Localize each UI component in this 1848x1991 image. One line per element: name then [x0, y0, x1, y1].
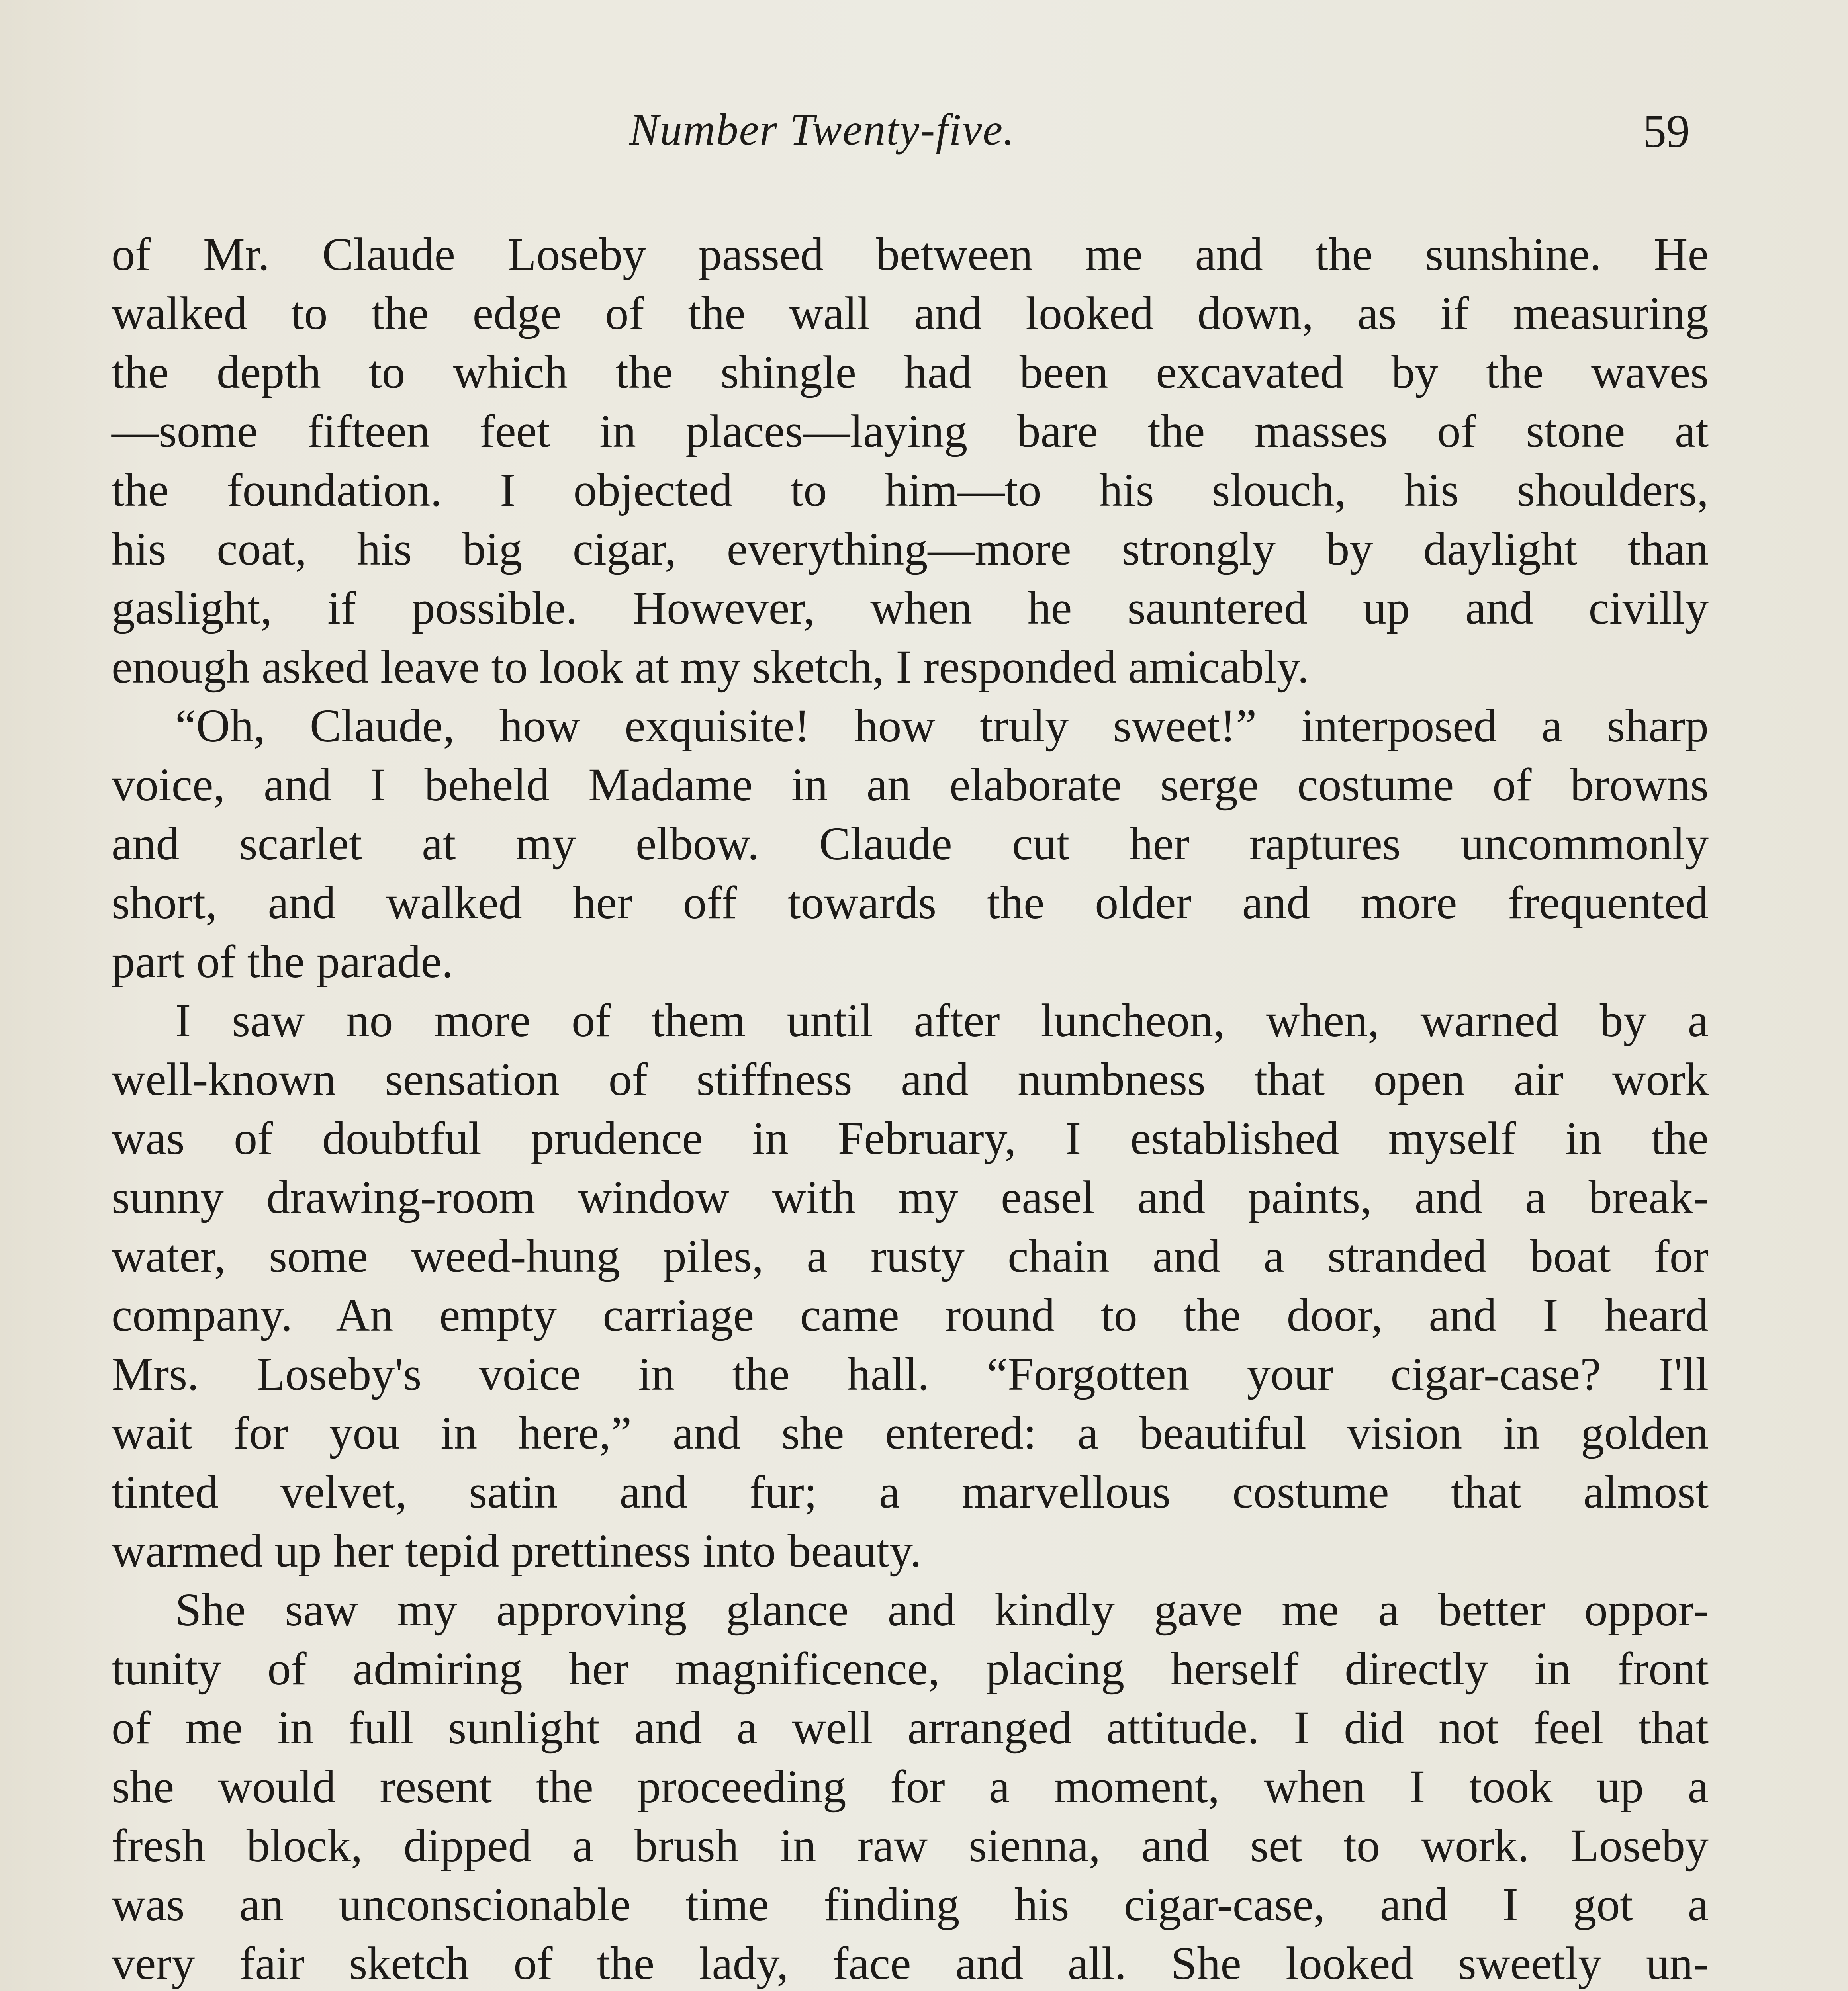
text-line: Mrs. Loseby's voice in the hall. “Forgotten your cigar-case? I'll	[112, 1348, 1709, 1400]
text-line: water, some weed-hung piles, a rusty chain and a stranded boat for	[112, 1230, 1709, 1282]
text-line: walked to the edge of the wall and looked down, as if measuring	[112, 287, 1709, 339]
text-line: enough asked leave to look at my sketch, I responded amicably.	[112, 641, 1309, 693]
text-line: I saw no more of them until after luncheon, when, warned by a	[175, 994, 1709, 1046]
text-line: very fair sketch of the lady, face and all. She looked sweetly un-	[112, 1937, 1709, 1989]
text-line: “Oh, Claude, how exquisite! how truly sweet!” interposed a sharp	[175, 700, 1709, 752]
text-line: and scarlet at my elbow. Claude cut her raptures uncommonly	[112, 818, 1709, 870]
text-line: his coat, his big cigar, everything—more strongly by daylight than	[112, 523, 1709, 575]
running-head-title: Number Twenty-five.	[629, 105, 1016, 155]
text-line: tunity of admiring her magnificence, placing herself directly in front	[112, 1643, 1709, 1695]
body-text	[112, 225, 1709, 1991]
text-line: was of doubtful prudence in February, I established myself in the	[112, 1112, 1709, 1164]
text-line: the depth to which the shingle had been excavated by the waves	[112, 346, 1709, 398]
text-line: voice, and I beheld Madame in an elaborate serge costume of browns	[112, 759, 1709, 811]
text-line: of me in full sunlight and a well arranged attitude. I did not feel that	[112, 1702, 1709, 1754]
text-line: fresh block, dipped a brush in raw sienna, and set to work. Loseby	[112, 1819, 1709, 1872]
text-line: was an unconscionable time finding his cigar-case, and I got a	[112, 1878, 1709, 1930]
text-line: part of the parade.	[112, 935, 454, 988]
page-number: 59	[1643, 105, 1690, 157]
text-line: She saw my approving glance and kindly gave me a better oppor-	[175, 1584, 1709, 1636]
text-line: the foundation. I objected to him—to his slouch, his shoulders,	[112, 464, 1709, 516]
text-line: sunny drawing-room window with my easel and paints, and a break-	[112, 1171, 1709, 1223]
text-line: warmed up her tepid prettiness into beauty.	[112, 1525, 922, 1577]
text-line: tinted velvet, satin and fur; a marvellous costume that almost	[112, 1466, 1709, 1518]
text-line: short, and walked her off towards the older and more frequented	[112, 876, 1709, 929]
text-line: —some fifteen feet in places—laying bare the masses of stone at	[112, 405, 1709, 457]
text-line: well-known sensation of stiffness and numbness that open air work	[112, 1053, 1709, 1105]
text-line: gaslight, if possible. However, when he sauntered up and civilly	[112, 582, 1709, 634]
text-line: wait for you in here,” and she entered: a beautiful vision in golden	[112, 1407, 1709, 1459]
text-line: she would resent the proceeding for a moment, when I took up a	[112, 1760, 1709, 1813]
text-line: of Mr. Claude Loseby passed between me and the sunshine. He	[112, 228, 1709, 280]
text-line: company. An empty carriage came round to the door, and I heard	[112, 1289, 1709, 1341]
